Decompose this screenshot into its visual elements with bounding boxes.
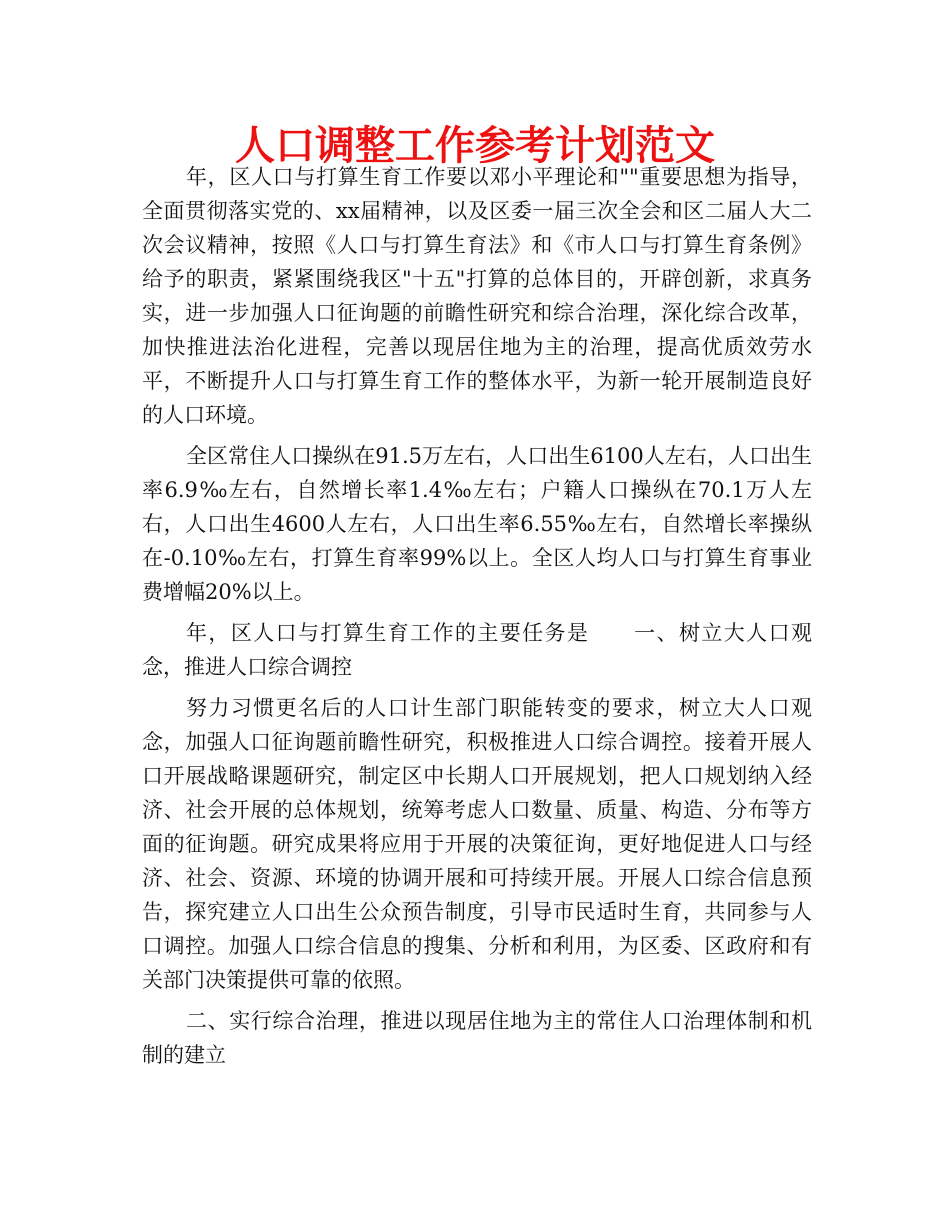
paragraph-targets: 全区常住人口操纵在91.5万左右，人口出生6100人左右，人口出生率6.9‰左右，自然增长率1.4‰左右；户籍人口操纵在70.1万人左右，人口出生4600人左右，人口出生率6.55‰左右，自然增长率操纵在-0.10‰左右，打算生育率99%以上。全区人均人口与打算生育事业费增幅20%以上。 xyxy=(142,444,812,604)
paragraph-population-view: 努力习惯更名后的人口计生部门职能转变的要求，树立大人口观念，加强人口征询题前瞻性研究，积极推进人口综合调控。接着开展人口开展战略课题研究，制定区中长期人口开展规划，把人口规划纳入经济、社会开展的总体规划，统筹考虑人口数量、质量、构造、分布等方面的征询题。研究成果将应用于开展的决策征询，更好地促进人口与经济、社会、资源、环境的协调开展和可持续开展。开展人口综合信息预告，探究建立人口出生公众预告制度，引导市民适时生育，共同参与人口调控。加强人口综合信息的搜集、分析和利用，为区委、区政府和有关部门决策提供可靠的依照。 xyxy=(142,696,812,992)
paragraph-main-tasks: 年，区人口与打算生育工作的主要任务是 一、树立大人口观念，推进人口综合调控 xyxy=(142,621,812,679)
document-title: 人口调整工作参考计划范文 xyxy=(235,123,715,169)
paragraph-intro: 年，区人口与打算生育工作要以邓小平理论和""重要思想为指导，全面贯彻落实党的、xx届精神，以及区委一届三次全会和区二届人大二次会议精神，按照《人口与打算生育法》和《市人口与打算生育条例》给予的职责，紧紧围绕我区"十五"打算的总体目的，开辟创新，求真务实，进一步加强人口征询题的前瞻性研究和综合治理，深化综合改革，加快推进法治化进程，完善以现居住地为主的治理，提高优质效劳水平，不断提升人口与打算生育工作的整体水平，为新一轮开展制造良好的人口环境。 xyxy=(142,165,812,427)
document-body xyxy=(142,160,812,1079)
paragraph-section-two-heading: 二、实行综合治理，推进以现居住地为主的常住人口治理体制和机制的建立 xyxy=(142,1009,812,1067)
